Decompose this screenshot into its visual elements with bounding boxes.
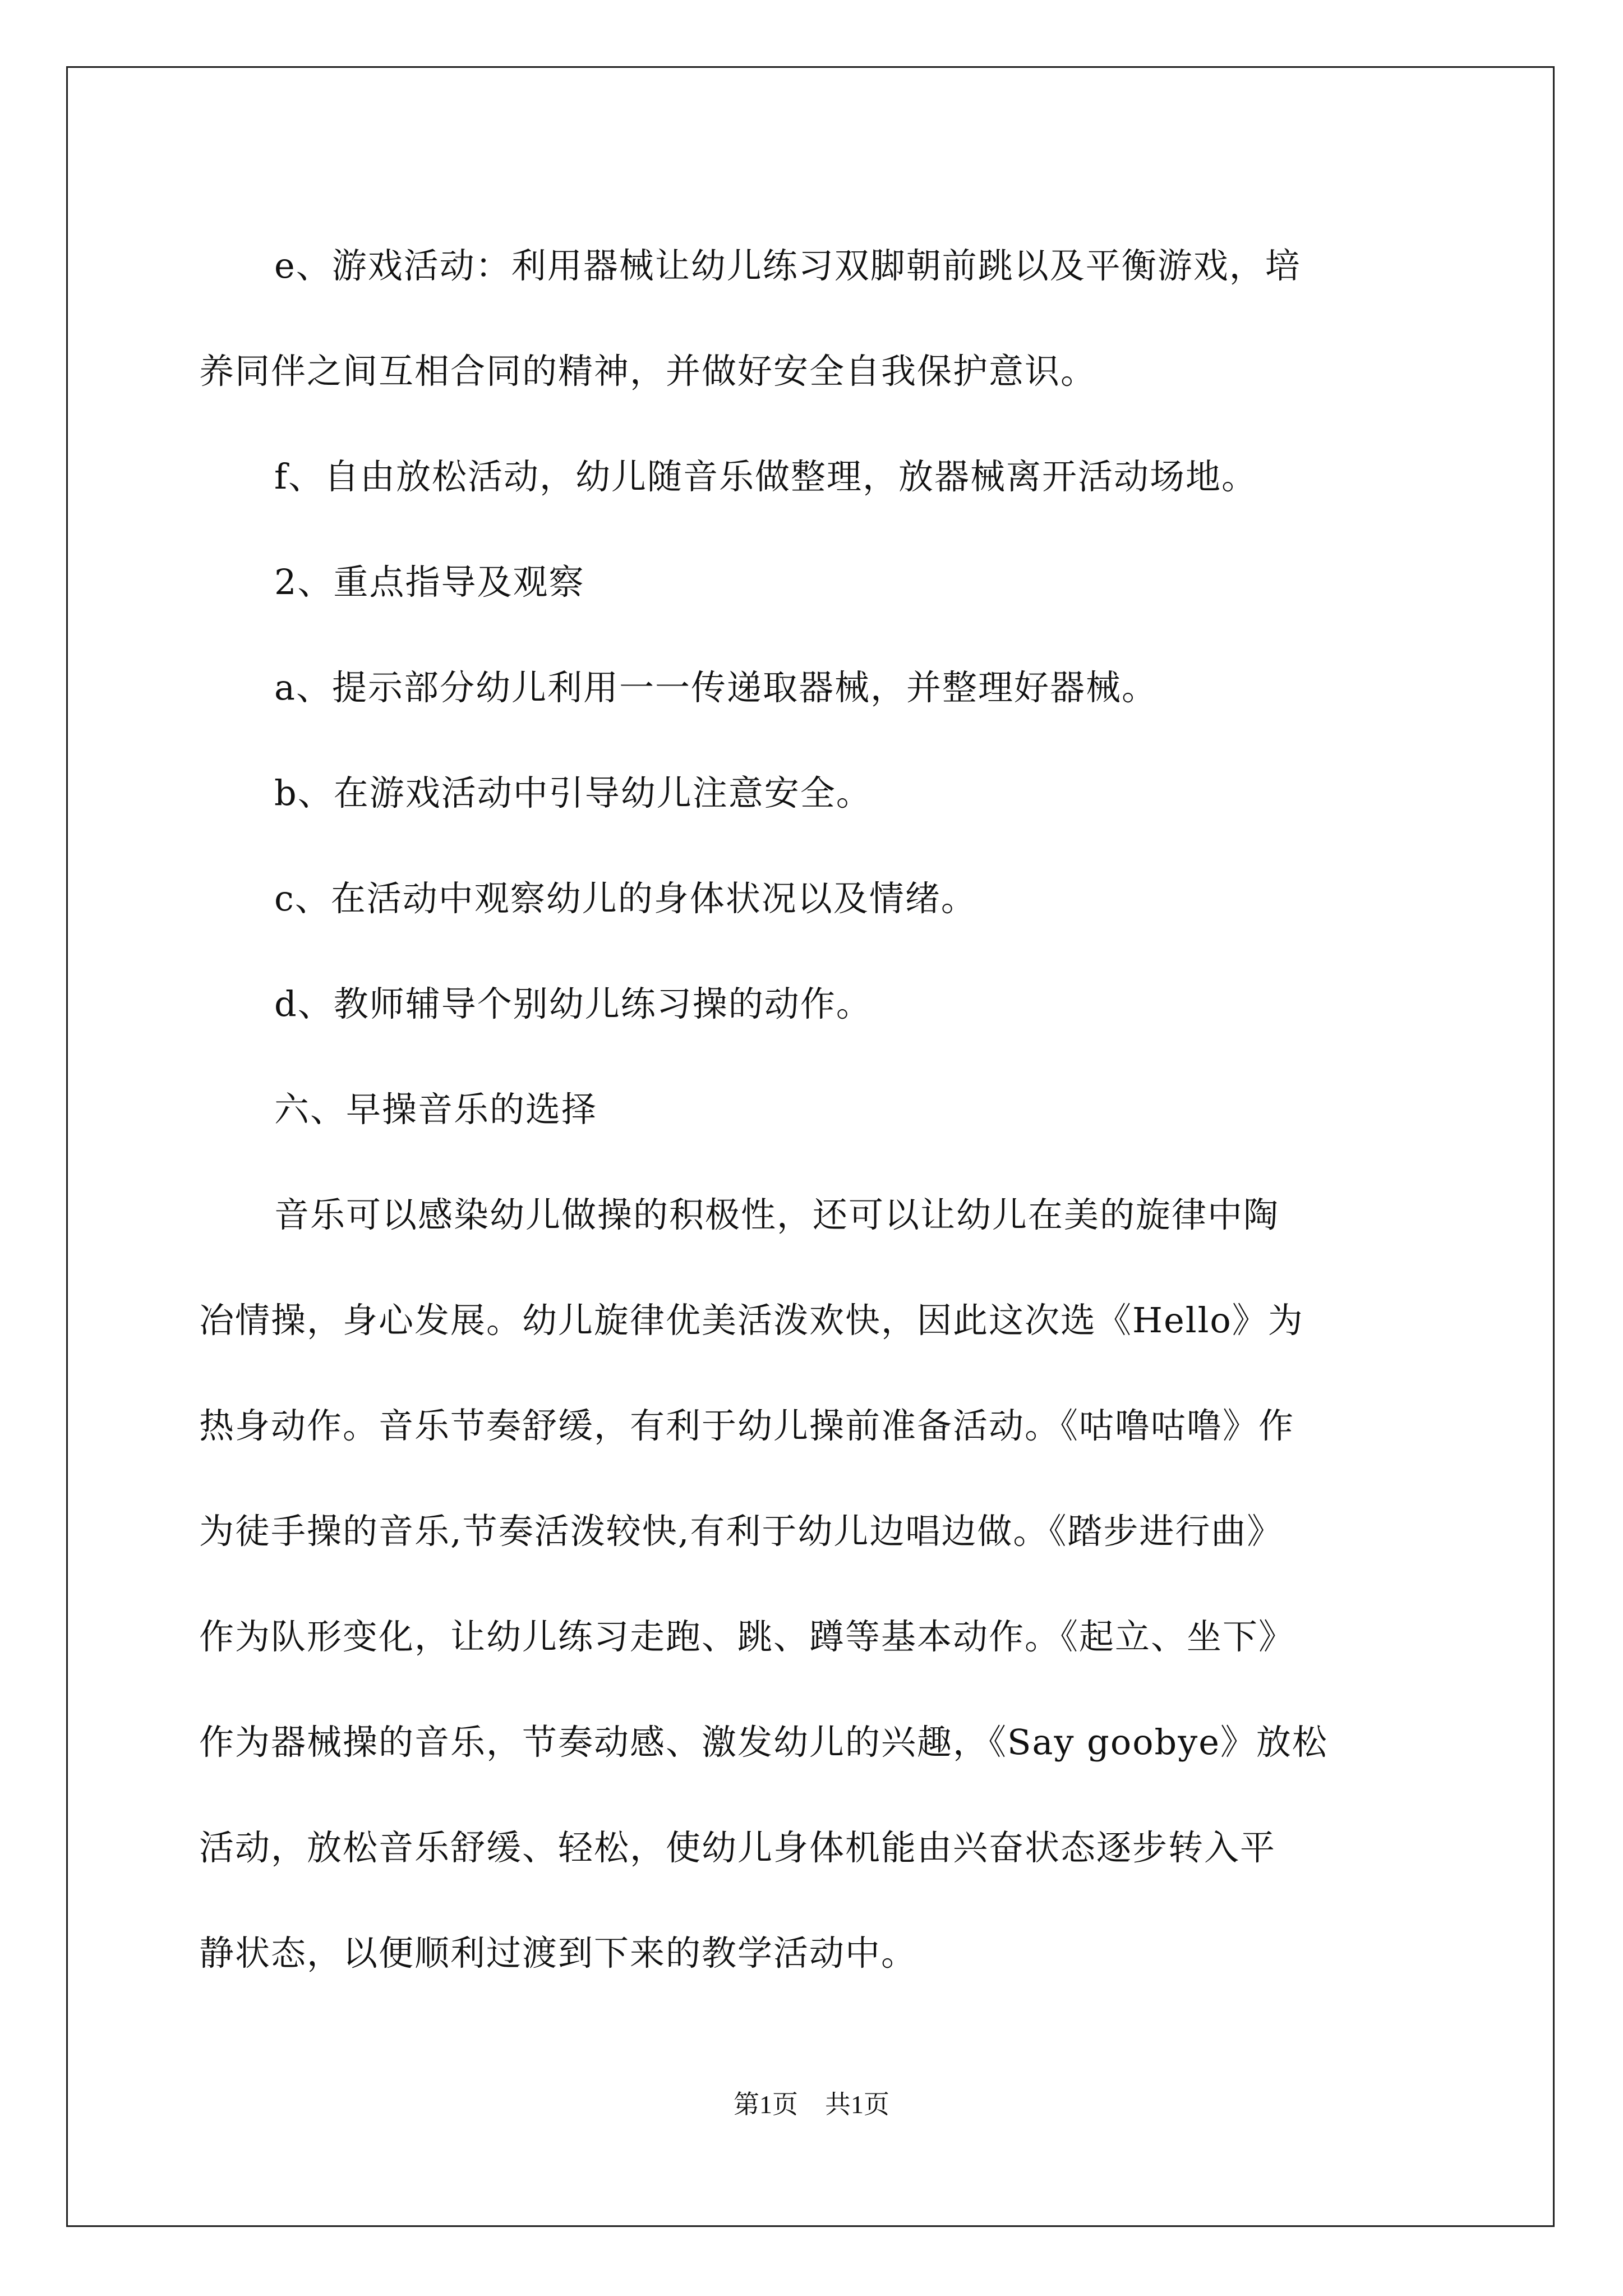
page-number: 第1页 — [734, 2090, 798, 2119]
paragraph-music-selection — [199, 1162, 1433, 2006]
section-heading-music: 六、早操音乐的选择 — [274, 1089, 598, 1130]
list-item-c: c、在活动中观察幼儿的身体状况以及情绪。 — [274, 878, 977, 919]
text-line: 作为队形变化，让幼儿练习走跑、跳、蹲等基本动作。《起立、坐下》 — [199, 1616, 1295, 1657]
text-line: 冶情操，身心发展。幼儿旋律优美活泼欢快，因此这次选《Hello》为 — [199, 1300, 1304, 1341]
list-item-a: a、提示部分幼儿利用一一传递取器械，并整理好器械。 — [274, 667, 1158, 708]
paragraph-relax-activity: f、自由放松活动，幼儿随音乐做整理，放器械离开活动场地。 — [274, 456, 1257, 497]
section-heading-guidance: 2、重点指导及观察 — [274, 562, 585, 602]
document-body — [199, 213, 1433, 2006]
line: 养同伴之间互相合同的精神，并做好安全自我保护意识。 — [199, 351, 1097, 392]
page-total: 共1页 — [825, 2090, 889, 2119]
paragraph-game-activity: e、游戏活动：利用器械让幼儿练习双脚朝前跳以及平衡游戏，培 养同伴之间互相合同的精神，并做好安全自我保护意识。 — [199, 213, 1433, 424]
text-line: 作为器械操的音乐，节奏动感、激发幼儿的兴趣，《Say goobye》放松 — [199, 1722, 1328, 1763]
text-line: 静状态，以便顺利过渡到下来的教学活动中。 — [199, 1932, 917, 1973]
text-line: 热身动作。音乐节奏舒缓，有利于幼儿操前准备活动。《咕噜咕噜》作 — [199, 1405, 1295, 1446]
text-line: 为徒手操的音乐,节奏活泼较快,有利于幼儿边唱边做。《踏步进行曲》 — [199, 1511, 1283, 1552]
page-footer — [0, 2084, 1623, 2121]
list-item-b: b、在游戏活动中引导幼儿注意安全。 — [274, 772, 872, 813]
list-item-d: d、教师辅导个别幼儿练习操的动作。 — [274, 983, 872, 1024]
text-line: 活动，放松音乐舒缓、轻松，使幼儿身体机能由兴奋状态逐步转入平 — [199, 1827, 1276, 1868]
text-line: 音乐可以感染幼儿做操的积极性，还可以让幼儿在美的旋律中陶 — [274, 1194, 1280, 1235]
